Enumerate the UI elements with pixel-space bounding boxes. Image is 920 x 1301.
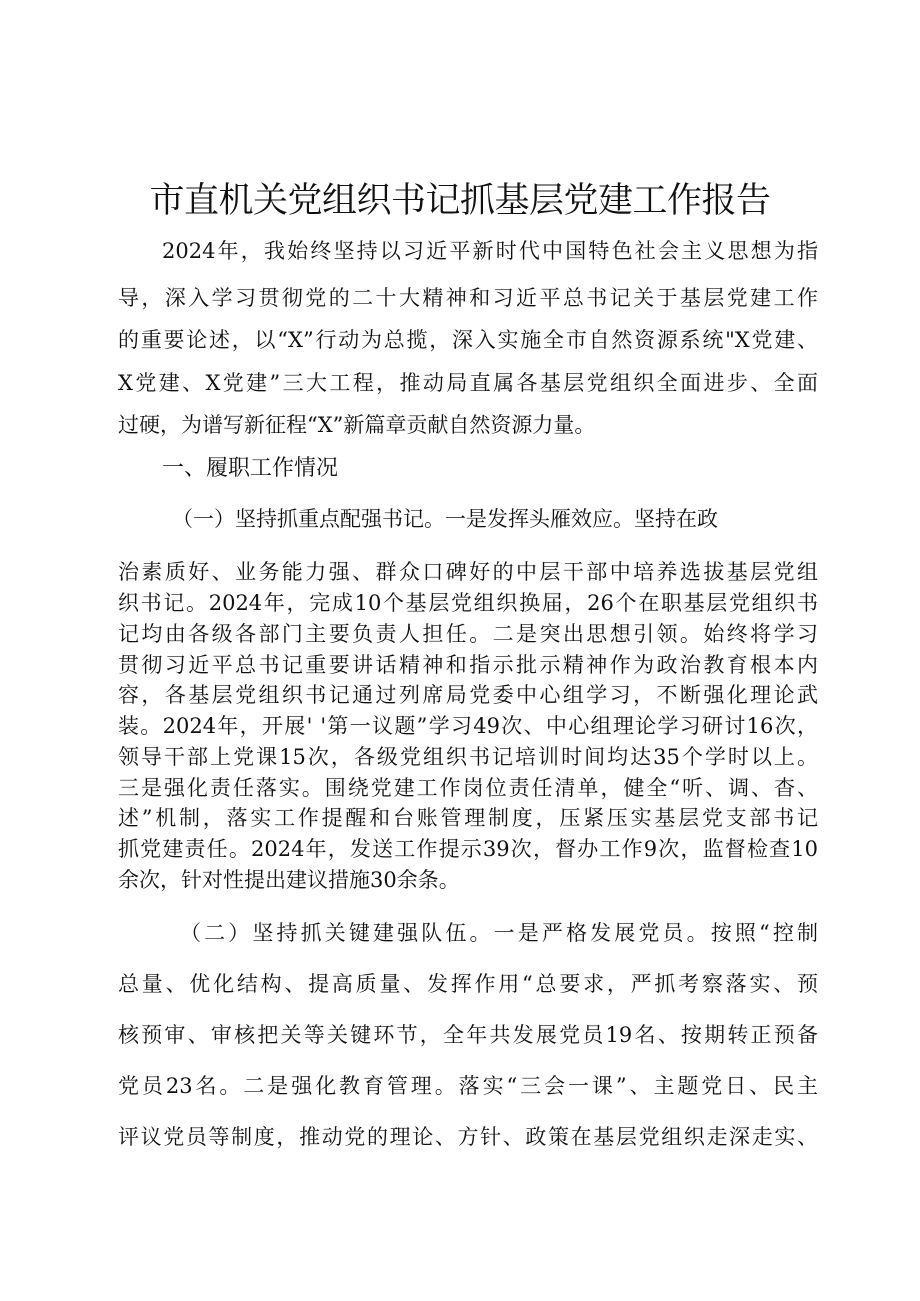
part1-line: 织书记。2024年，完成10个基层党组织换届，26个在职基层党组织书 [118,591,818,615]
part1-line: 三是强化责任落实。围绕党建工作岗位责任清单，健全“听、调、杳、 [118,776,818,800]
intro-line: 导，深入学习贯彻党的二十大精神和习近平总书记关于基层党建工作 [118,286,818,310]
part2-line: 核预审、审核把关等关键环节，全年共发展党员19名、按期转正预备 [118,1023,818,1047]
part2-line: （二）坚持抓关键建强队伍。一是严格发展党员。按照“控制 [180,921,818,945]
section-heading: 一、履职工作情况 [162,456,339,481]
part1-line: 治素质好、业务能力强、群众口碑好的中层干部中培养选拔基层党组 [118,560,818,584]
part2-line: 党员23名。二是强化教育管理。落实“三会一课”、主题党日、民主 [118,1074,818,1098]
part1-line: 述”机制，落实工作提醒和台账管理制度，压紧压实基层党支部书记 [118,806,818,830]
part1-line: 余次，针对性提出建议措施30余条。 [118,868,460,892]
part1-line: 容，各基层党组织书记通过列席局党委中心组学习，不断强化理论武 [118,683,818,707]
part2-line: 评议党员等制度，推动党的理论、方针、政策在基层党组织走深走实、 [118,1125,818,1149]
part1-line: 装。2024年，开展' '第一议题”学习49次、中心组理论学习研讨16次， [118,714,818,738]
document-title: 市直机关党组织书记抓基层党建工作报告 [149,181,771,221]
intro-line: 的重要论述，以“X”行动为总揽，深入实施全市自然资源系统"X党建、 [118,328,818,352]
part1-line: 抓党建责任。2024年，发送工作提示39次，督办工作9次，监督检查10 [118,837,818,861]
intro-line: X党建、X党建”三大工程，推动局直属各基层党组织全面进步、全面 [118,371,818,395]
part2-line: 总量、优化结构、提高质量、发挥作用“总要求，严抓考察落实、预 [118,972,818,996]
part1-line: 记均由各级各部门主要负责人担任。二是突出思想引领。始终将学习 [118,622,818,646]
intro-line: 2024年，我始终坚持以习近平新时代中国特色社会主义思想为指 [162,239,818,263]
part1-line: （一）坚持抓重点配强书记。一是发挥头雁效应。坚持在政 [172,507,718,531]
intro-line: 过硬，为谱写新征程“X”新篇章贡献自然资源力量。 [118,413,596,437]
part1-line: 贯彻习近平总书记重要讲话精神和指示批示精神作为政治教育根本内 [118,653,818,677]
part1-line: 领导干部上党课15次，各级党组织书记培训时间均达35个学时以上。 [118,745,818,769]
